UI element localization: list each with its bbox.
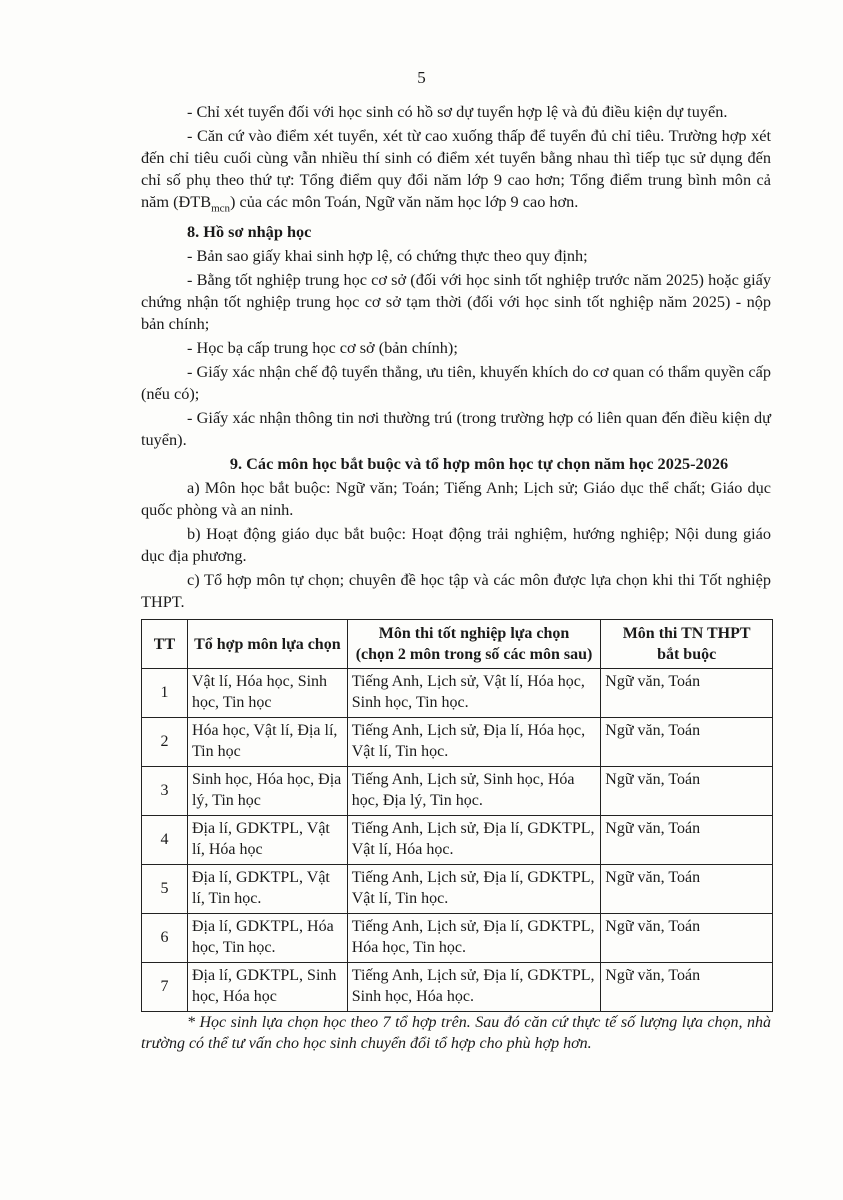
table-row xyxy=(142,914,773,963)
cell-combo: Sinh học, Hóa học, Địa lý, Tin học xyxy=(187,767,347,816)
cell-combo: Địa lí, GDKTPL, Hóa học, Tin học. xyxy=(187,914,347,963)
table-header-row xyxy=(142,620,773,669)
cell-tt: 3 xyxy=(142,767,188,816)
ranking-subscript: mcn xyxy=(211,202,231,215)
cell-tt: 4 xyxy=(142,816,188,865)
section-9-item: a) Môn học bắt buộc: Ngữ văn; Toán; Tiếng Anh; Lịch sử; Giáo dục thể chất; Giáo dục quốc phòng và an ninh. xyxy=(141,478,771,520)
page-number: 5 xyxy=(417,68,426,87)
cell-elective: Tiếng Anh, Lịch sử, Địa lí, GDKTPL, Vật lí, Tin học. xyxy=(347,865,601,914)
cell-required: Ngữ văn, Toán xyxy=(601,669,773,718)
table-row xyxy=(142,963,773,1012)
cell-tt: 1 xyxy=(142,669,188,718)
paragraph-eligibility: - Chỉ xét tuyển đối với học sinh có hồ sơ dự tuyển hợp lệ và đủ điều kiện dự tuyển. xyxy=(187,102,728,121)
header-elective xyxy=(347,620,601,669)
section-8-item: - Học bạ cấp trung học cơ sở (bản chính); xyxy=(187,338,458,358)
cell-required: Ngữ văn, Toán xyxy=(601,816,773,865)
cell-combo: Địa lí, GDKTPL, Vật lí, Tin học. xyxy=(187,865,347,914)
header-required-line2: bắt buộc xyxy=(657,646,717,664)
table-row xyxy=(142,718,773,767)
section-8-heading: 8. Hồ sơ nhập học xyxy=(187,222,312,242)
cell-required: Ngữ văn, Toán xyxy=(601,865,773,914)
table-footnote: * Học sinh lựa chọn học theo 7 tổ hợp trên. Sau đó căn cứ thực tế số lượng lựa chọn, nhà trường có thể tư vấn cho học sinh chuyển đổi tổ hợp cho phù hợp hơn. xyxy=(141,1014,771,1053)
table-row xyxy=(142,669,773,718)
section-8-item: - Giấy xác nhận thông tin nơi thường trú (trong trường hợp có liên quan đến điều kiện dự tuyển). xyxy=(141,408,771,450)
section-8-item: - Giấy xác nhận chế độ tuyển thẳng, ưu tiên, khuyến khích do cơ quan có thẩm quyền cấp (nếu có); xyxy=(141,362,771,404)
cell-required: Ngữ văn, Toán xyxy=(601,963,773,1012)
header-tt: TT xyxy=(142,620,188,669)
cell-tt: 7 xyxy=(142,963,188,1012)
cell-combo: Địa lí, GDKTPL, Sinh học, Hóa học xyxy=(187,963,347,1012)
cell-required: Ngữ văn, Toán xyxy=(601,767,773,816)
cell-elective: Tiếng Anh, Lịch sử, Địa lí, GDKTPL, Vật lí, Hóa học. xyxy=(347,816,601,865)
cell-elective: Tiếng Anh, Lịch sử, Địa lí, GDKTPL, Sinh học, Hóa học. xyxy=(347,963,601,1012)
ranking-text-end: ) của các môn Toán, Ngữ văn năm học lớp 9 cao hơn. xyxy=(230,192,579,211)
section-9-item: b) Hoạt động giáo dục bắt buộc: Hoạt động trải nghiệm, hướng nghiệp; Nội dung giáo dục địa phương. xyxy=(141,524,771,566)
section-8-item: - Bằng tốt nghiệp trung học cơ sở (đối với học sinh tốt nghiệp trước năm 2025) hoặc giấy chứng nhận tốt nghiệp trung học cơ sở tạm thời (đối với học sinh tốt nghiệp năm 2025) - nộp bản chính; xyxy=(141,270,771,334)
cell-required: Ngữ văn, Toán xyxy=(601,718,773,767)
cell-tt: 5 xyxy=(142,865,188,914)
header-combo: Tổ hợp môn lựa chọn xyxy=(187,620,347,669)
paragraph-ranking xyxy=(141,125,771,219)
table-row xyxy=(142,865,773,914)
document-body xyxy=(141,101,771,1056)
header-required-line1: Môn thi TN THPT xyxy=(622,625,751,643)
cell-combo: Địa lí, GDKTPL, Vật lí, Hóa học xyxy=(187,816,347,865)
cell-combo: Vật lí, Hóa học, Sinh học, Tin học xyxy=(187,669,347,718)
header-required xyxy=(601,620,773,669)
cell-tt: 6 xyxy=(142,914,188,963)
section-9-item: c) Tổ hợp môn tự chọn; chuyên đề học tập và các môn được lựa chọn khi thi Tốt nghiệp THPT. xyxy=(141,570,771,612)
cell-elective: Tiếng Anh, Lịch sử, Địa lí, GDKTPL, Hóa học, Tin học. xyxy=(347,914,601,963)
cell-elective: Tiếng Anh, Lịch sử, Sinh học, Hóa học, Địa lý, Tin học. xyxy=(347,767,601,816)
section-8-item: - Bản sao giấy khai sinh hợp lệ, có chứng thực theo quy định; xyxy=(187,246,588,266)
cell-tt: 2 xyxy=(142,718,188,767)
header-elective-line1: Môn thi tốt nghiệp lựa chọn xyxy=(378,625,570,643)
cell-elective: Tiếng Anh, Lịch sử, Vật lí, Hóa học, Sinh học, Tin học. xyxy=(347,669,601,718)
table-row xyxy=(142,767,773,816)
cell-required: Ngữ văn, Toán xyxy=(601,914,773,963)
cell-elective: Tiếng Anh, Lịch sử, Địa lí, Hóa học, Vật lí, Tin học. xyxy=(347,718,601,767)
table-row xyxy=(142,816,773,865)
header-elective-line2: (chọn 2 môn trong số các môn sau) xyxy=(355,646,593,664)
subject-combination-table xyxy=(141,619,773,1012)
cell-combo: Hóa học, Vật lí, Địa lí, Tin học xyxy=(187,718,347,767)
section-9-heading: 9. Các môn học bắt buộc và tổ hợp môn học tự chọn năm học 2025-2026 xyxy=(229,454,729,474)
ranking-text: - Căn cứ vào điểm xét tuyển, xét từ cao xuống thấp để tuyển đủ chỉ tiêu. Trường hợp xét đến chỉ tiêu cuối cùng vẫn nhiều thí sinh có điểm xét tuyển bằng nhau thì tiếp tục sử dụng đến chỉ số phụ theo thứ tự: Tổng điểm quy đổi năm lớp 9 cao hơn; Tổng điểm trung bình môn cả năm (ĐTB xyxy=(141,126,771,211)
